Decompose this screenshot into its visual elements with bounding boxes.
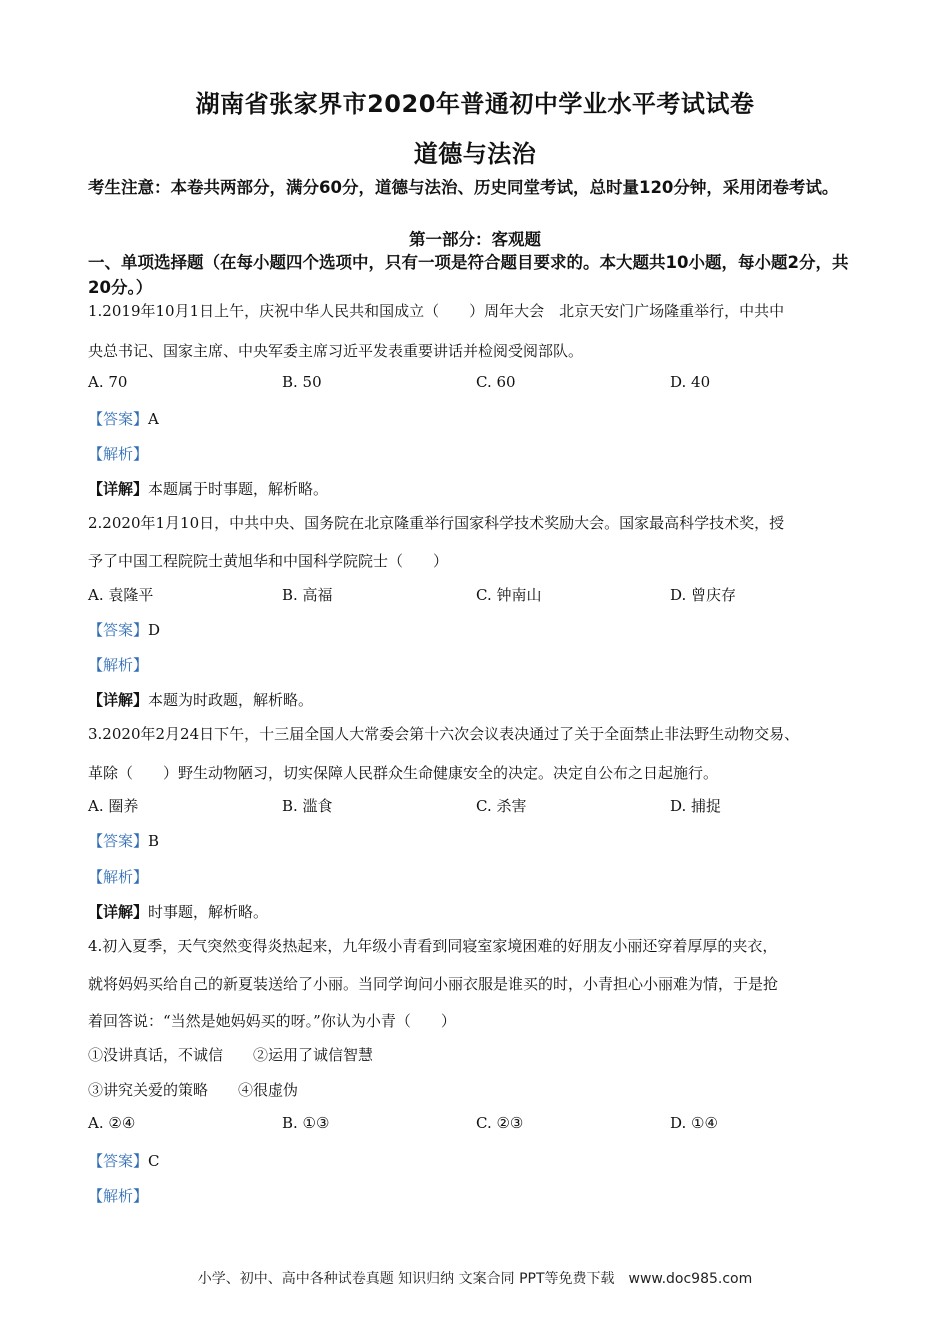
question-1-option-c: C. 60	[476, 373, 516, 391]
question-1-analysis	[88, 443, 148, 464]
analysis-label: 【解析】	[88, 445, 149, 463]
exam-title: 湖南省张家界市2020年普通初中学业水平考试试卷	[195, 90, 755, 118]
question-4-option-a: A. ②④	[88, 1114, 136, 1132]
part-heading: 第一部分：客观题	[409, 230, 541, 249]
question-2-line-2: 予了中国工程院院士黄旭华和中国科学院院士（ ）	[88, 552, 449, 570]
answer-label: 【答案】	[88, 621, 149, 639]
question-1-option-d: D. 40	[670, 373, 711, 391]
question-2-detail	[88, 689, 313, 710]
question-1-line-2: 央总书记、国家主席、中央军委主席习近平发表重要讲话并检阅受阅部队。	[88, 342, 584, 360]
question-3-line-1: 3.2020年2月24日下午，十三届全国人大常委会第十六次会议表决通过了关于全面禁止非法野生动物交易、	[88, 725, 800, 743]
detail-text: 时事题，解析略。	[148, 903, 269, 921]
detail-text: 本题属于时事题，解析略。	[148, 480, 329, 498]
question-1-answer	[88, 408, 159, 429]
question-3-detail	[88, 901, 268, 922]
question-4-analysis	[88, 1185, 148, 1206]
question-2-option-a: A. 袁隆平	[88, 586, 154, 604]
answer-value: B	[148, 832, 160, 850]
analysis-label: 【解析】	[88, 1187, 149, 1205]
question-3-option-a: A. 圈养	[88, 797, 139, 815]
analysis-label: 【解析】	[88, 656, 149, 674]
section-heading: 一、单项选择题（在每小题四个选项中，只有一项是符合题目要求的。本大题共10小题，每小题2分，共20分。）	[88, 253, 849, 297]
answer-value: D	[148, 621, 161, 639]
question-2-option-c: C. 钟南山	[476, 586, 542, 604]
analysis-label: 【解析】	[88, 868, 149, 886]
question-4-option-b: B. ①③	[282, 1114, 330, 1132]
question-3-option-c: C. 杀害	[476, 797, 527, 815]
question-4-line-2: 就将妈妈买给自己的新夏装送给了小丽。当同学询问小丽衣服是谁买的时，小青担心小丽难为情，于是抢	[88, 975, 779, 993]
question-2-analysis	[88, 654, 148, 675]
question-3-option-d: D. 捕捉	[670, 797, 722, 815]
question-4-answer	[88, 1150, 160, 1171]
question-3-option-b: B. 滥食	[282, 797, 333, 815]
answer-value: A	[148, 410, 159, 428]
question-4-option-c: C. ②③	[476, 1114, 524, 1132]
question-1-option-a: A. 70	[88, 373, 128, 391]
detail-label: 【详解】	[88, 691, 149, 709]
question-1-detail	[88, 478, 328, 499]
question-4-line-1: 4.初入夏季，天气突然变得炎热起来，九年级小青看到同寝室家境困难的好朋友小丽还穿着厚厚的夹衣，	[88, 937, 778, 955]
question-3-answer	[88, 830, 159, 851]
question-4-statements-1: ①没讲真话，不诚信 ②运用了诚信智慧	[88, 1046, 374, 1064]
question-1-option-b: B. 50	[282, 373, 322, 391]
question-3-line-2: 革除（ ）野生动物陋习，切实保障人民群众生命健康安全的决定。决定自公布之日起施行。	[88, 764, 719, 782]
question-4-option-d: D. ①④	[670, 1114, 718, 1132]
question-2-line-1: 2.2020年1月10日，中共中央、国务院在北京隆重举行国家科学技术奖励大会。国家最高科学技术奖，授	[88, 514, 785, 532]
question-3-analysis	[88, 866, 148, 887]
detail-text: 本题为时政题，解析略。	[148, 691, 314, 709]
question-4-statements-2: ③讲究关爱的策略 ④很虚伪	[88, 1081, 299, 1099]
detail-label: 【详解】	[88, 480, 149, 498]
answer-label: 【答案】	[88, 832, 149, 850]
subject-title: 道德与法治	[413, 140, 537, 168]
detail-label: 【详解】	[88, 903, 149, 921]
exam-notice: 考生注意：本卷共两部分，满分60分，道德与法治、历史同堂考试，总时量120分钟，采用闭卷考试。	[88, 178, 839, 197]
page-footer: 小学、初中、高中各种试卷真题 知识归纳 文案合同 PPT等免费下载 www.doc985.com	[197, 1271, 753, 1287]
question-4-line-3: 着回答说：“当然是她妈妈买的呀。”你认为小青（ ）	[88, 1012, 456, 1030]
answer-label: 【答案】	[88, 1152, 149, 1170]
question-2-option-b: B. 高福	[282, 586, 333, 604]
question-1-line-1: 1.2019年10月1日上午，庆祝中华人民共和国成立（ ）周年大会 北京天安门广场隆重举行，中共中	[88, 302, 785, 320]
question-2-option-d: D. 曾庆存	[670, 586, 737, 604]
answer-value: C	[148, 1152, 160, 1170]
answer-label: 【答案】	[88, 410, 149, 428]
question-2-answer	[88, 619, 160, 640]
